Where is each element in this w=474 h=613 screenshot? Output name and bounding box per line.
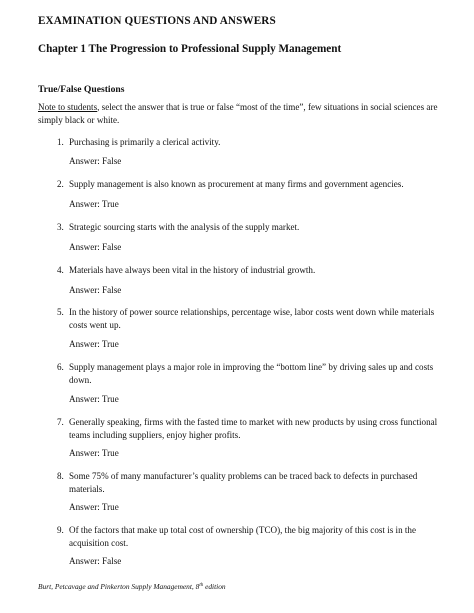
footer-citation (38, 582, 226, 591)
note-text: , select the answer that is true or false “most of the time”, few situations in social sciences are simply black or white. (38, 102, 438, 125)
section-heading: True/False Questions (38, 84, 125, 95)
answer-text: Answer: False (69, 242, 122, 252)
question-number: 1. (57, 137, 64, 147)
question-text: Materials have always been vital in the history of industrial growth. (69, 265, 316, 275)
question-number: 4. (57, 265, 64, 275)
question-text: Strategic sourcing starts with the analysis of the supply market. (69, 222, 300, 232)
footer-superscript: th (199, 583, 204, 588)
question-number: 2. (57, 179, 64, 189)
question-number: 9. (57, 525, 64, 535)
question-text: Purchasing is primarily a clerical activity. (69, 137, 221, 147)
footer-suffix: edition (203, 582, 226, 591)
question-number: 8. (57, 471, 64, 481)
note-label: Note to students (38, 102, 98, 112)
answer-text: Answer: True (69, 502, 119, 512)
question-number: 3. (57, 222, 64, 232)
answer-text: Answer: True (69, 199, 119, 209)
question-text: Supply management plays a major role in improving the “bottom line” by driving sales up and costs down. (69, 362, 434, 385)
answer-text: Answer: False (69, 556, 122, 566)
answer-text: Answer: True (69, 448, 119, 458)
footer-text: Burt, Petcavage and Pinkerton Supply Management, 8 (38, 582, 200, 591)
question-number: 5. (57, 307, 64, 317)
document-header-title: EXAMINATION QUESTIONS AND ANSWERS (38, 15, 276, 27)
question-text: Supply management is also known as procurement at many firms and government agencies. (69, 179, 404, 189)
question-number: 7. (57, 417, 64, 427)
question-text: Some 75% of many manufacturer’s quality problems can be traced back to defects in purchased materials. (69, 471, 418, 494)
note-paragraph (38, 101, 438, 126)
answer-text: Answer: True (69, 394, 119, 404)
answer-text: Answer: False (69, 156, 122, 166)
question-text: Generally speaking, firms with the fasted time to market with new products by using cross functional teams including suppliers, enjoy higher profits. (69, 417, 438, 440)
question-number: 6. (57, 362, 64, 372)
question-text: In the history of power source relationships, percentage wise, labor costs went down while materials costs went up. (69, 307, 435, 330)
answer-text: Answer: True (69, 339, 119, 349)
question-text: Of the factors that make up total cost of ownership (TCO), the big majority of this cost is in the acquisition cost. (69, 525, 417, 548)
chapter-title: Chapter 1 The Progression to Professional Supply Management (38, 43, 342, 55)
answer-text: Answer: False (69, 285, 122, 295)
